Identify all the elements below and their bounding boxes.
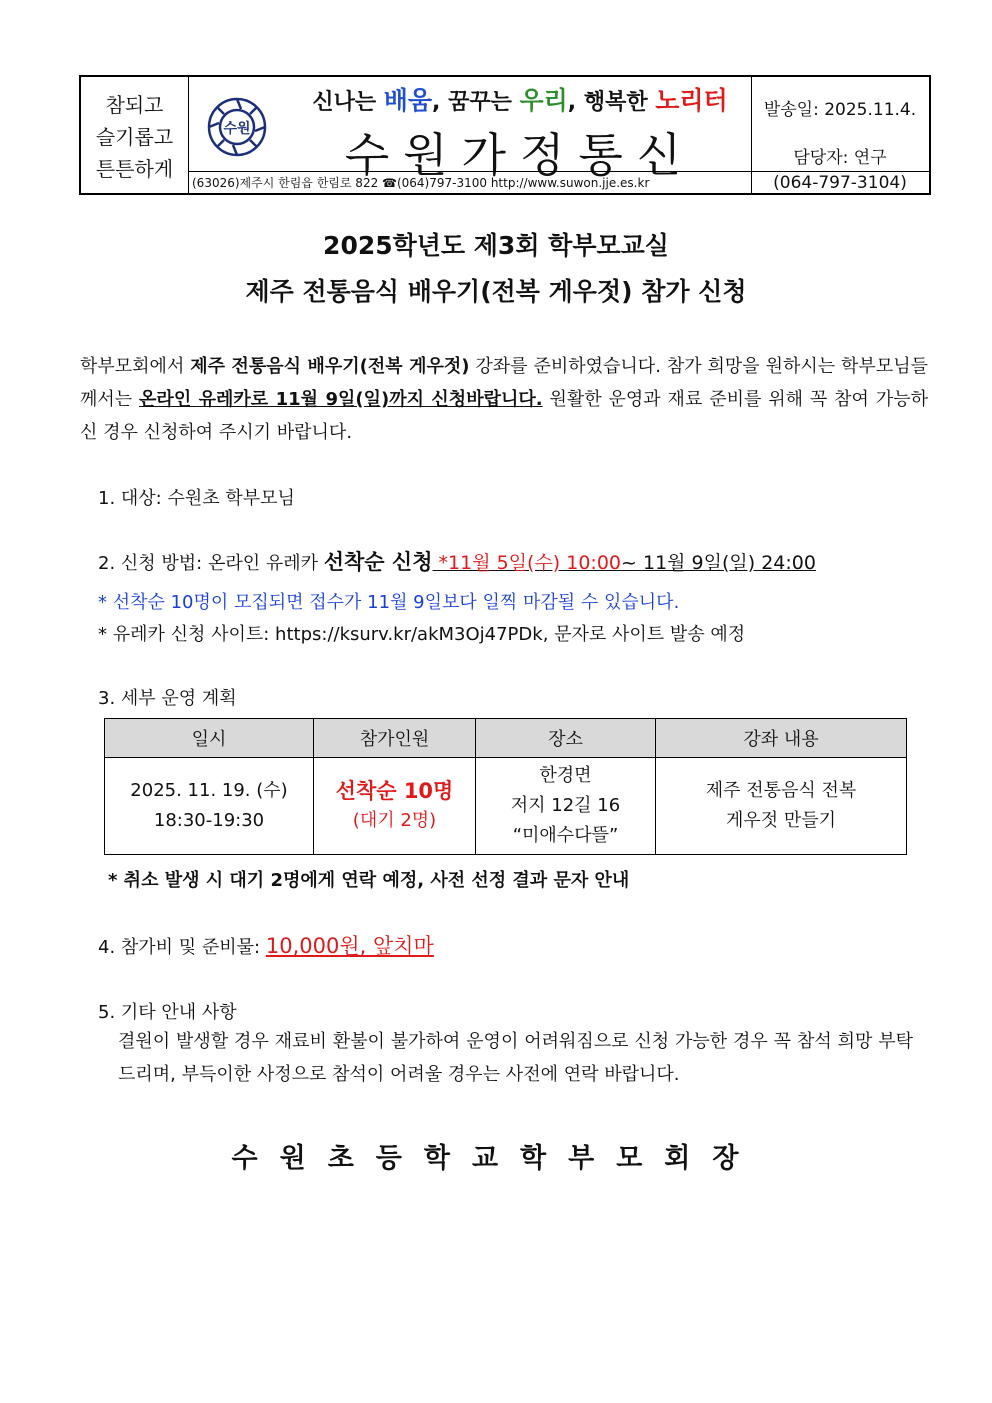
method-period-end: ~ 11월 9일(일) 24:00 <box>621 552 816 574</box>
content-text: 게우젓 만들기 <box>725 810 837 831</box>
motto-line: 참되고 <box>105 93 164 117</box>
capacity-cell <box>314 758 476 855</box>
date-text: 2025. 11. 19. (수) <box>130 780 288 801</box>
place-text: 저지 12길 16 <box>510 795 621 816</box>
slogan-word-we: 우리 <box>519 86 568 115</box>
content-cell <box>656 758 907 855</box>
header-info <box>751 77 929 193</box>
time-text: 18:30-19:30 <box>153 810 265 831</box>
method-label: 2. 신청 방법: 온라인 유레카 <box>98 553 324 574</box>
place-text: “미애수다뜰” <box>512 825 619 846</box>
header-cell: 참가인원 <box>314 719 476 758</box>
capacity-text: 선착순 10명 <box>335 779 454 803</box>
etc-paragraph: 결원이 발생할 경우 재료비 환불이 불가하여 운영이 어려워짐으로 신청 가능한 경우 꼭 참석 희망 부탁드리며, 부득이한 사정으로 참석이 어려울 경우는 사전에 연락 바랍니다. <box>118 1031 913 1085</box>
content-text: 제주 전통음식 전복 <box>705 780 857 801</box>
newsletter-header <box>79 75 931 195</box>
intro-text: 강좌를 준비하였습니다. 참가 희망을 원하시는 학부모님들께서는 <box>80 356 928 410</box>
intro-paragraph <box>80 350 928 449</box>
fee-value: 10,000원, 앞치마 <box>265 934 434 958</box>
item-etc: 5. 기타 안내 사항 <box>98 1002 237 1023</box>
schedule-table <box>104 718 907 855</box>
intro-bold: 제주 전통음식 배우기(전복 게우젓) <box>190 356 470 377</box>
slogan-word-playground: 노리터 <box>655 86 728 115</box>
school-address: (63026)제주시 한림읍 한림로 822 ☎(064)797-3100 http://www.suwon.jje.es.kr <box>189 171 751 193</box>
method-bold: 선착순 신청 <box>323 550 433 574</box>
table-header-row <box>105 719 907 758</box>
item-fee <box>98 930 434 960</box>
motto-line: 튼튼하게 <box>95 157 174 181</box>
newsletter-title: 수원가정통신 <box>344 128 696 182</box>
item-method <box>98 546 816 576</box>
item-target: 1. 대상: 수원초 학부모님 <box>98 488 295 509</box>
school-slogan <box>301 81 739 117</box>
slogan-text: , 행복한 <box>567 90 656 115</box>
slogan-text: 신나는 <box>312 90 384 115</box>
document-title: 2025학년도 제3회 학부모교실 <box>323 231 669 260</box>
school-logo-icon <box>205 95 269 159</box>
signature: 수원초등학교학부모회장 <box>231 1143 761 1174</box>
date-cell <box>105 758 314 855</box>
document-subtitle: 제주 전통음식 배우기(전복 게우젓) 참가 신청 <box>245 277 747 306</box>
send-date: 발송일: 2025.11.4. <box>763 100 917 120</box>
waitlist-text: (대기 2명) <box>352 810 437 831</box>
intro-text: 학부모회에서 <box>80 356 191 377</box>
school-motto <box>81 77 189 193</box>
slogan-text: , 꿈꾸는 <box>432 90 520 115</box>
method-period-start: *11월 5일(수) 10:00 <box>432 552 622 574</box>
cancel-note: * 취소 발생 시 대기 2명에게 연락 예정, 사전 선정 결과 문자 안내 <box>108 870 630 891</box>
header-cell: 장소 <box>476 719 656 758</box>
logo-text: 수원 <box>223 121 251 137</box>
place-cell <box>476 758 656 855</box>
intro-deadline: 온라인 유레카로 11월 9일(일)까지 신청바랍니다. <box>139 389 543 410</box>
note-early-close: * 선착순 10명이 모집되면 접수가 11월 9일보다 일찍 마감될 수 있습니다. <box>98 592 680 613</box>
note-site: * 유레카 신청 사이트: https://ksurv.kr/akM3Oj47PDk, 문자로 사이트 발송 예정 <box>98 624 746 645</box>
header-cell: 일시 <box>105 719 314 758</box>
contact-person: 담당자: 연구 <box>793 148 887 168</box>
place-text: 한경면 <box>539 765 592 786</box>
slogan-word-learning: 배움 <box>383 86 433 115</box>
motto-line: 슬기롭고 <box>95 125 174 149</box>
intro-text: 원활한 운영과 재료 준비를 위해 꼭 참여 가능하신 경우 신청하여 주시기 바랍니다. <box>80 389 928 443</box>
header-center <box>189 77 752 193</box>
contact-phone: (064-797-3104) <box>751 171 929 194</box>
item-plan: 3. 세부 운영 계획 <box>98 688 237 709</box>
table-row <box>105 758 907 855</box>
fee-label: 4. 참가비 및 준비물: <box>98 937 266 958</box>
header-cell: 강좌 내용 <box>656 719 907 758</box>
